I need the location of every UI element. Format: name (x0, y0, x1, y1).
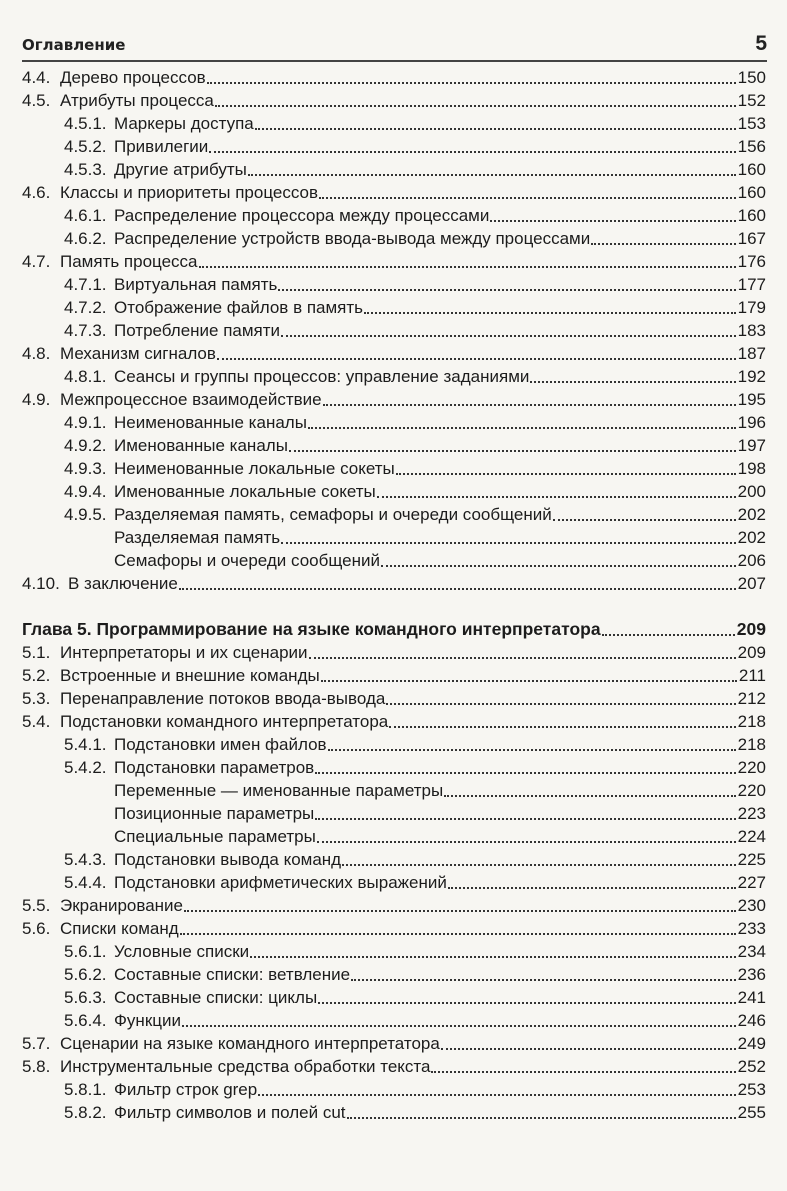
toc-entry-page: 196 (737, 413, 766, 432)
toc-entry-page: 195 (737, 390, 766, 409)
toc-entry-page: 179 (737, 298, 766, 317)
toc-entry[interactable] (22, 871, 766, 894)
toc-entry-page: 152 (737, 91, 766, 110)
toc-entry-page: 160 (737, 160, 766, 179)
toc-entry-number: 5.4.4. (64, 873, 107, 892)
toc-entry-title: Фильтр символов и полей cut (114, 1103, 346, 1122)
dot-leader (184, 910, 736, 912)
toc-entry-title: Память процесса (60, 252, 198, 271)
toc-entry-page: 241 (737, 988, 766, 1007)
toc-entry[interactable] (22, 733, 766, 756)
dot-leader (209, 151, 735, 153)
toc-entry-title: Переменные — именованные параметры (114, 781, 444, 800)
toc-entry-title: Маркеры доступа (114, 114, 254, 133)
toc-entry-label (22, 549, 380, 572)
toc-entry-title: Разделяемая память (114, 528, 281, 547)
toc-entry[interactable] (22, 365, 766, 388)
page-header (22, 30, 767, 60)
toc-entry[interactable] (22, 825, 766, 848)
toc-entry[interactable] (22, 434, 766, 457)
dot-leader (308, 427, 736, 429)
toc-entry-label (22, 526, 280, 549)
toc-entry-page: 224 (737, 827, 766, 846)
toc-entry-label (22, 411, 307, 434)
toc-entry[interactable] (22, 894, 766, 917)
toc-entry-page: 160 (737, 206, 766, 225)
toc-entry-title: Подстановки параметров (114, 758, 315, 777)
toc-entry-number: 5.2. (22, 666, 51, 685)
dot-leader (248, 174, 736, 176)
toc-entry-label (22, 871, 447, 894)
toc-entry-label (22, 963, 350, 986)
toc-entry-label (22, 227, 590, 250)
toc-entry-page: 202 (737, 528, 766, 547)
toc-entry-number: 5.1. (22, 643, 51, 662)
toc-entry-title: Неименованные каналы (114, 413, 307, 432)
toc-entry-title: Экранирование (60, 896, 183, 915)
toc-entry-number: 5.6.4. (64, 1011, 107, 1030)
toc-entry-number: 4.9.1. (64, 413, 107, 432)
dot-leader (431, 1071, 735, 1073)
toc-entry-title: Отображение файлов в память (114, 298, 364, 317)
toc-entry-title: Специальные параметры (114, 827, 316, 846)
toc-entry[interactable] (22, 1032, 766, 1055)
toc-entry-page: 233 (737, 919, 766, 938)
toc-entry[interactable] (22, 181, 766, 204)
toc-entry-page: 220 (737, 781, 766, 800)
toc-entry-page: 183 (737, 321, 766, 340)
toc-entry-page: 220 (737, 758, 766, 777)
toc-entry[interactable] (22, 135, 766, 158)
toc-entry-label (22, 572, 178, 595)
dot-leader (347, 1117, 736, 1119)
toc-entry-number: 5.4.3. (64, 850, 107, 869)
toc-entry-label (22, 388, 322, 411)
toc-entry[interactable] (22, 503, 766, 526)
dot-leader (591, 243, 735, 245)
dot-leader (444, 795, 735, 797)
toc-entry-title: Составные списки: ветвление (114, 965, 351, 984)
toc-entry-page: 230 (737, 896, 766, 915)
toc-entry-label (22, 710, 388, 733)
dot-leader (180, 933, 736, 935)
dot-leader (215, 105, 736, 107)
toc-entry-number: 4.8.1. (64, 367, 107, 386)
toc-entry-title: Списки команд (60, 919, 179, 938)
toc-entry-label (22, 66, 206, 89)
toc-entry-number: 5.6. (22, 919, 51, 938)
toc-entry-title: Межпроцессное взаимодействие (60, 390, 322, 409)
toc-entry-number: 4.9. (22, 390, 51, 409)
toc-entry[interactable] (22, 802, 766, 825)
toc-entry-page: 249 (737, 1034, 766, 1053)
toc-entry-page: 202 (737, 505, 766, 524)
toc-entry-number: 4.6.2. (64, 229, 107, 248)
toc-entry-title: Позиционные параметры (114, 804, 315, 823)
toc-entry[interactable] (22, 204, 766, 227)
dot-leader (278, 289, 735, 291)
toc-entry-title: Фильтр строк grep (114, 1080, 258, 1099)
toc-entry-title: В заключение (68, 574, 178, 593)
dot-leader (386, 703, 735, 705)
dot-leader (364, 312, 736, 314)
toc-entry-title: Классы и приоритеты процессов (60, 183, 319, 202)
toc-entry-label (22, 1055, 430, 1078)
toc-entry-label (22, 342, 216, 365)
dot-leader (381, 565, 736, 567)
toc-entry-number: 5.7. (22, 1034, 51, 1053)
dot-leader (309, 657, 736, 659)
toc-entry-number: 4.7.1. (64, 275, 107, 294)
toc-entry[interactable] (22, 940, 766, 963)
toc-entry[interactable] (22, 572, 766, 595)
toc-entry-number: 4.5.2. (64, 137, 107, 156)
toc-entry[interactable] (22, 1009, 766, 1032)
toc-entry-label (22, 986, 317, 1009)
toc-entry-title: Глава 5. Программирование на языке командного интерпретатора (22, 619, 601, 639)
toc-entry-title: Именованные локальные сокеты (114, 482, 376, 501)
toc-entry-page: 236 (737, 965, 766, 984)
toc-entry-title: Распределение процессора между процессами (114, 206, 490, 225)
toc-entry-title: Подстановки арифметических выражений (114, 873, 447, 892)
toc-entry-number: 4.6. (22, 183, 51, 202)
toc-entry-label (22, 480, 376, 503)
toc-entry-title: Функции (114, 1011, 181, 1030)
toc-entry-label (22, 687, 385, 710)
toc-entry-label (22, 1032, 440, 1055)
toc-entry-title: Механизм сигналов (60, 344, 216, 363)
toc-entry-number: 5.8. (22, 1057, 51, 1076)
toc-entry[interactable] (22, 388, 766, 411)
toc-entry-page: 218 (737, 712, 766, 731)
toc-entry-label (22, 158, 247, 181)
toc-entry-page: 187 (737, 344, 766, 363)
toc-entry-page: 176 (737, 252, 766, 271)
toc-entry-title: Распределение устройств ввода-вывода между процессами (114, 229, 591, 248)
toc-entry-page: 246 (737, 1011, 766, 1030)
toc-entry-title: Потребление памяти (114, 321, 281, 340)
toc-entry-label (22, 940, 249, 963)
toc-entry-title: Интерпретаторы и их сценарии (60, 643, 308, 662)
toc-entry-page: 198 (737, 459, 766, 478)
toc-entry-title: Атрибуты процесса (60, 91, 214, 110)
dot-leader (315, 818, 735, 820)
toc-entry-label (22, 917, 179, 940)
toc-entry[interactable] (22, 986, 766, 1009)
toc-entry-page: 211 (738, 666, 766, 685)
toc-entry-label (22, 181, 318, 204)
toc-entry-title: Виртуальная память (114, 275, 278, 294)
toc-entry-page: 212 (737, 689, 766, 708)
toc-entry-number: 4.5.3. (64, 160, 107, 179)
table-of-contents (22, 66, 766, 1124)
toc-entry-label (22, 434, 288, 457)
toc-entry-number: 4.7. (22, 252, 51, 271)
toc-entry-number: 5.4.1. (64, 735, 107, 754)
dot-leader (342, 864, 736, 866)
toc-entry-number: 4.7.2. (64, 298, 107, 317)
toc-entry-label (22, 664, 320, 687)
dot-leader (319, 197, 736, 199)
dot-leader (448, 887, 736, 889)
toc-entry-title: Другие атрибуты (114, 160, 247, 179)
toc-entry-label (22, 756, 314, 779)
toc-entry-page: 200 (737, 482, 766, 501)
toc-entry-title: Подстановки имен файлов (114, 735, 327, 754)
toc-entry[interactable] (22, 526, 766, 549)
toc-entry-number: 4.7.3. (64, 321, 107, 340)
dot-leader (217, 358, 736, 360)
toc-entry-label (22, 894, 183, 917)
toc-entry-page: 218 (737, 735, 766, 754)
dot-leader (323, 404, 736, 406)
dot-leader (602, 634, 735, 636)
toc-entry[interactable] (22, 411, 766, 434)
toc-entry-label (22, 618, 601, 641)
dot-leader (490, 220, 735, 222)
toc-entry-title: Именованные каналы (114, 436, 288, 455)
toc-entry-title: Инструментальные средства обработки текста (60, 1057, 431, 1076)
toc-entry[interactable] (22, 112, 766, 135)
toc-entry-number: 5.5. (22, 896, 51, 915)
toc-entry-title: Подстановки вывода команд (114, 850, 342, 869)
toc-entry-label (22, 457, 395, 480)
toc-entry-number: 4.6.1. (64, 206, 107, 225)
dot-leader (258, 1094, 735, 1096)
toc-entry[interactable] (22, 917, 766, 940)
toc-entry[interactable] (22, 756, 766, 779)
toc-entry[interactable] (22, 250, 766, 273)
toc-entry-title: Привилегии (114, 137, 209, 156)
toc-entry-number: 5.4.2. (64, 758, 107, 777)
dot-leader (250, 956, 735, 958)
toc-entry-number: 5.6.1. (64, 942, 107, 961)
toc-entry-page: 255 (737, 1103, 766, 1122)
toc-entry-label (22, 1078, 257, 1101)
toc-entry-page: 177 (737, 275, 766, 294)
toc-entry[interactable] (22, 227, 766, 250)
toc-entry-number: 5.4. (22, 712, 51, 731)
toc-entry-title: Сеансы и группы процессов: управление заданиями (114, 367, 530, 386)
dot-leader (182, 1025, 736, 1027)
toc-entry-number: 5.8.1. (64, 1080, 107, 1099)
dot-leader (281, 542, 736, 544)
toc-entry-page: 206 (737, 551, 766, 570)
toc-entry-title: Условные списки (114, 942, 250, 961)
toc-entry-number: 4.9.2. (64, 436, 107, 455)
toc-entry-page: 167 (737, 229, 766, 248)
toc-entry-label (22, 296, 363, 319)
toc-entry-label (22, 319, 280, 342)
toc-entry-number: 4.4. (22, 68, 51, 87)
toc-entry-label (22, 802, 314, 825)
toc-entry[interactable] (22, 89, 766, 112)
toc-entry-number: 5.3. (22, 689, 51, 708)
toc-entry[interactable] (22, 710, 766, 733)
toc-entry-number: 4.5.1. (64, 114, 107, 133)
toc-entry[interactable] (22, 273, 766, 296)
toc-entry-number: 4.9.4. (64, 482, 107, 501)
toc-entry-page: 150 (737, 68, 766, 87)
toc-entry-label (22, 135, 208, 158)
dot-leader (553, 519, 736, 521)
toc-entry[interactable] (22, 848, 766, 871)
toc-entry[interactable] (22, 963, 766, 986)
running-title: Оглавление (22, 36, 126, 54)
toc-chapter-entry[interactable] (22, 618, 766, 641)
dot-leader (530, 381, 735, 383)
toc-entry[interactable] (22, 296, 766, 319)
page-number: 5 (755, 32, 767, 55)
toc-entry[interactable] (22, 779, 766, 802)
toc-entry-label (22, 641, 308, 664)
toc-entry-page: 253 (737, 1080, 766, 1099)
dot-leader (179, 588, 736, 590)
toc-entry-title: Подстановки командного интерпретатора (60, 712, 389, 731)
dot-leader (315, 772, 735, 774)
dot-leader (396, 473, 736, 475)
toc-entry[interactable] (22, 342, 766, 365)
dot-leader (377, 496, 736, 498)
dot-leader (328, 749, 736, 751)
toc-entry-page: 225 (737, 850, 766, 869)
dot-leader (255, 128, 736, 130)
toc-entry-title: Дерево процессов (60, 68, 206, 87)
toc-entry-label (22, 733, 327, 756)
toc-entry-title: Семафоры и очереди сообщений (114, 551, 380, 570)
toc-entry-number: 4.9.3. (64, 459, 107, 478)
toc-entry-page: 209 (736, 619, 766, 639)
toc-entry-title: Неименованные локальные сокеты (114, 459, 395, 478)
toc-entry-label (22, 1009, 181, 1032)
toc-entry-number: 4.10. (22, 574, 60, 593)
dot-leader (321, 680, 737, 682)
toc-entry-label (22, 779, 443, 802)
toc-entry[interactable] (22, 457, 766, 480)
toc-entry-page: 192 (737, 367, 766, 386)
toc-entry-number: 4.5. (22, 91, 51, 110)
dot-leader (281, 335, 736, 337)
toc-entry-page: 223 (737, 804, 766, 823)
toc-entry[interactable] (22, 1078, 766, 1101)
toc-entry-number: 5.8.2. (64, 1103, 107, 1122)
dot-leader (207, 82, 736, 84)
toc-entry[interactable] (22, 1101, 766, 1124)
toc-entry[interactable] (22, 66, 766, 89)
toc-entry[interactable] (22, 158, 766, 181)
toc-entry-label (22, 503, 552, 526)
toc-entry-number: 4.9.5. (64, 505, 107, 524)
dot-leader (351, 979, 736, 981)
toc-entry-label (22, 825, 316, 848)
toc-entry[interactable] (22, 641, 766, 664)
toc-entry[interactable] (22, 664, 766, 687)
toc-entry-page: 209 (737, 643, 766, 662)
header-rule (22, 60, 767, 62)
toc-entry-number: 5.6.3. (64, 988, 107, 1007)
toc-entry-label (22, 273, 277, 296)
toc-entry-title: Встроенные и внешние команды (60, 666, 320, 685)
toc-entry-page: 153 (737, 114, 766, 133)
toc-entry-label (22, 112, 254, 135)
toc-entry-page: 156 (737, 137, 766, 156)
toc-entry-label (22, 250, 198, 273)
toc-entry-page: 234 (737, 942, 766, 961)
toc-entry-page: 160 (737, 183, 766, 202)
toc-entry-title: Перенаправление потоков ввода-вывода (60, 689, 386, 708)
toc-entry-title: Составные списки: циклы (114, 988, 318, 1007)
dot-leader (289, 450, 736, 452)
toc-entry-label (22, 204, 489, 227)
dot-leader (389, 726, 735, 728)
toc-entry-page: 197 (737, 436, 766, 455)
toc-entry-page: 207 (737, 574, 766, 593)
toc-entry[interactable] (22, 319, 766, 342)
toc-entry[interactable] (22, 480, 766, 503)
toc-entry-title: Разделяемая память, семафоры и очереди сообщений (114, 505, 552, 524)
toc-entry-label (22, 1101, 346, 1124)
toc-entry[interactable] (22, 549, 766, 572)
dot-leader (318, 1002, 735, 1004)
toc-entry[interactable] (22, 1055, 766, 1078)
toc-entry-number: 4.8. (22, 344, 51, 363)
toc-entry-label (22, 89, 214, 112)
toc-entry-page: 227 (737, 873, 766, 892)
dot-leader (317, 841, 736, 843)
toc-entry-page: 252 (737, 1057, 766, 1076)
toc-entry-label (22, 365, 529, 388)
dot-leader (441, 1048, 736, 1050)
toc-entry[interactable] (22, 687, 766, 710)
dot-leader (199, 266, 736, 268)
toc-entry-title: Сценарии на языке командного интерпретатора (60, 1034, 440, 1053)
toc-entry-number: 5.6.2. (64, 965, 107, 984)
toc-entry-label (22, 848, 341, 871)
